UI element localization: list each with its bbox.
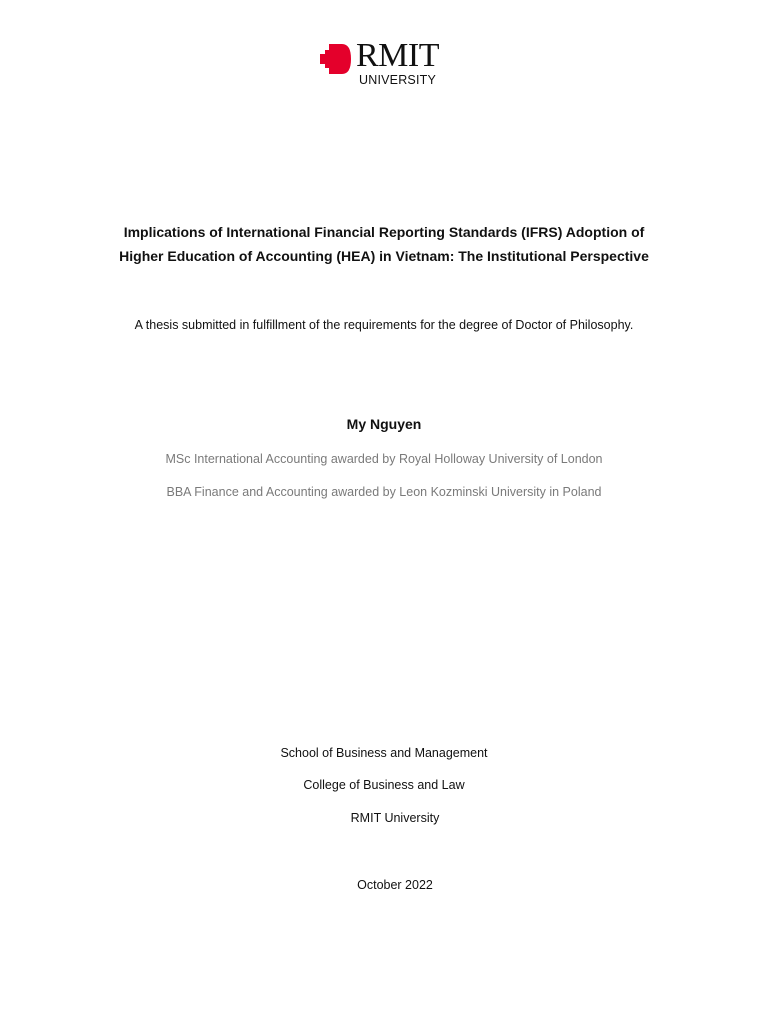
rmit-pixel-logo-icon <box>320 44 352 74</box>
college-name: College of Business and Law <box>303 778 465 792</box>
thesis-statement: A thesis submitted in fulfillment of the requirements for the degree of Doctor of Philosophy. <box>134 318 634 332</box>
submission-date: October 2022 <box>357 878 433 892</box>
logo-subtitle: UNIVERSITY <box>359 73 437 87</box>
university-name: RMIT University <box>350 811 440 825</box>
logo-wordmark: RMIT <box>356 37 439 74</box>
thesis-title <box>0 220 768 268</box>
thesis-title-line-1: Implications of International Financial Reporting Standards (IFRS) Adoption of <box>123 224 645 240</box>
author-degree-bba: BBA Finance and Accounting awarded by Leon Kozminski University in Poland <box>166 485 602 499</box>
thesis-title-line-2: Higher Education of Accounting (HEA) in Vietnam: The Institutional Perspective <box>119 248 649 264</box>
author-name: My Nguyen <box>346 416 422 432</box>
author-degree-msc: MSc International Accounting awarded by Royal Holloway University of London <box>165 452 603 466</box>
school-name: School of Business and Management <box>280 746 488 760</box>
rmit-logo <box>320 37 460 90</box>
